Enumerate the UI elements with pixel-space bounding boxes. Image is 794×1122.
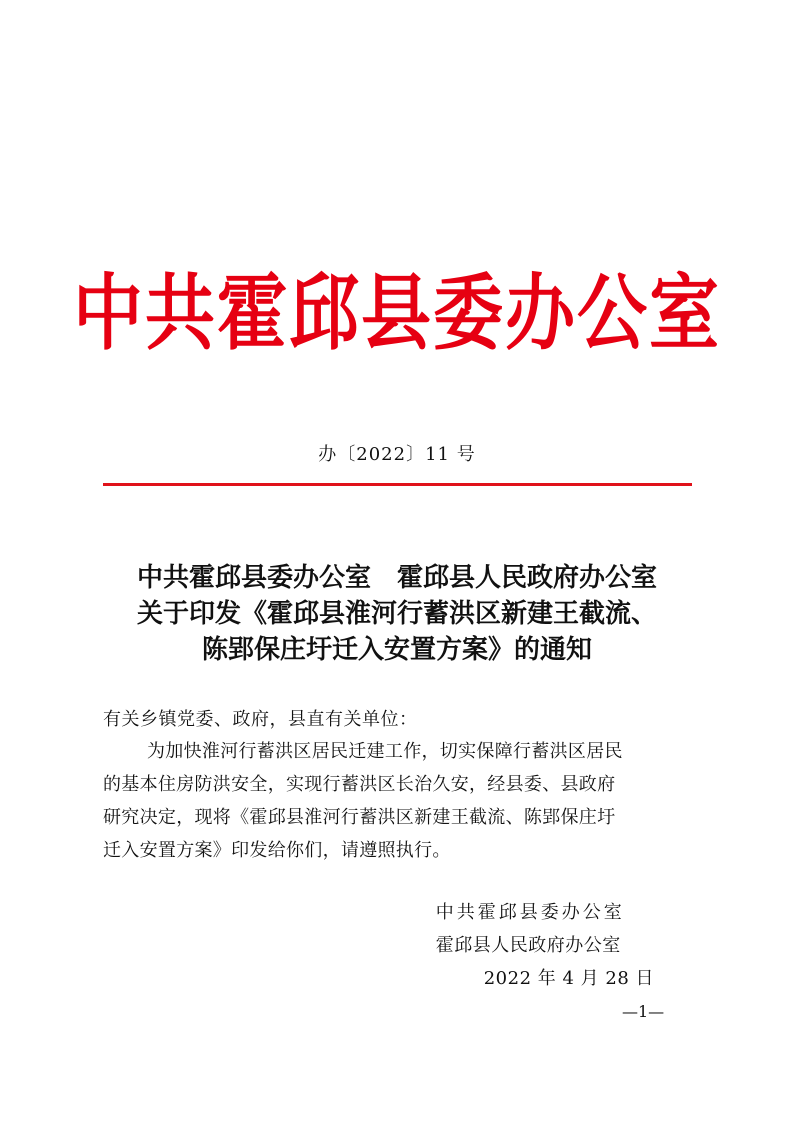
page-number: —1— xyxy=(622,1002,665,1021)
body-line: 迁入安置方案》印发给你们，请遵照执行。 xyxy=(103,840,451,861)
body-line: 为加快淮河行蓄洪区居民迁建工作，切实保障行蓄洪区居民 xyxy=(147,741,623,762)
title-line: 中共霍邱县委办公室 霍邱县人民政府办公室 xyxy=(136,563,657,593)
signature-org-government: 霍邱县人民政府办公室 xyxy=(435,935,621,956)
title-line: 关于印发《霍邱县淮河行蓄洪区新建王截流、 xyxy=(136,599,657,629)
title-line: 陈郢保庄圩迁入安置方案》的通知 xyxy=(201,635,592,665)
salutation: 有关乡镇党委、政府，县直有关单位： xyxy=(103,709,418,730)
signature-block xyxy=(436,896,654,995)
body-paragraph xyxy=(103,735,693,867)
red-divider xyxy=(103,483,692,486)
document-number: 办〔2022〕11 号 xyxy=(318,444,476,465)
body-line: 研究决定，现将《霍邱县淮河行蓄洪区新建王截流、陈郢保庄圩 xyxy=(103,807,616,828)
signature-date: 2022 年 4 月 28 日 xyxy=(483,968,654,989)
signature-org-party: 中共霍邱县委办公室 xyxy=(435,902,625,923)
body-line: 的基本住房防洪安全，实现行蓄洪区长治久安，经县委、县政府 xyxy=(103,774,616,795)
masthead-title: 中共霍邱县委办公室 xyxy=(73,264,721,361)
notice-title xyxy=(0,560,794,668)
